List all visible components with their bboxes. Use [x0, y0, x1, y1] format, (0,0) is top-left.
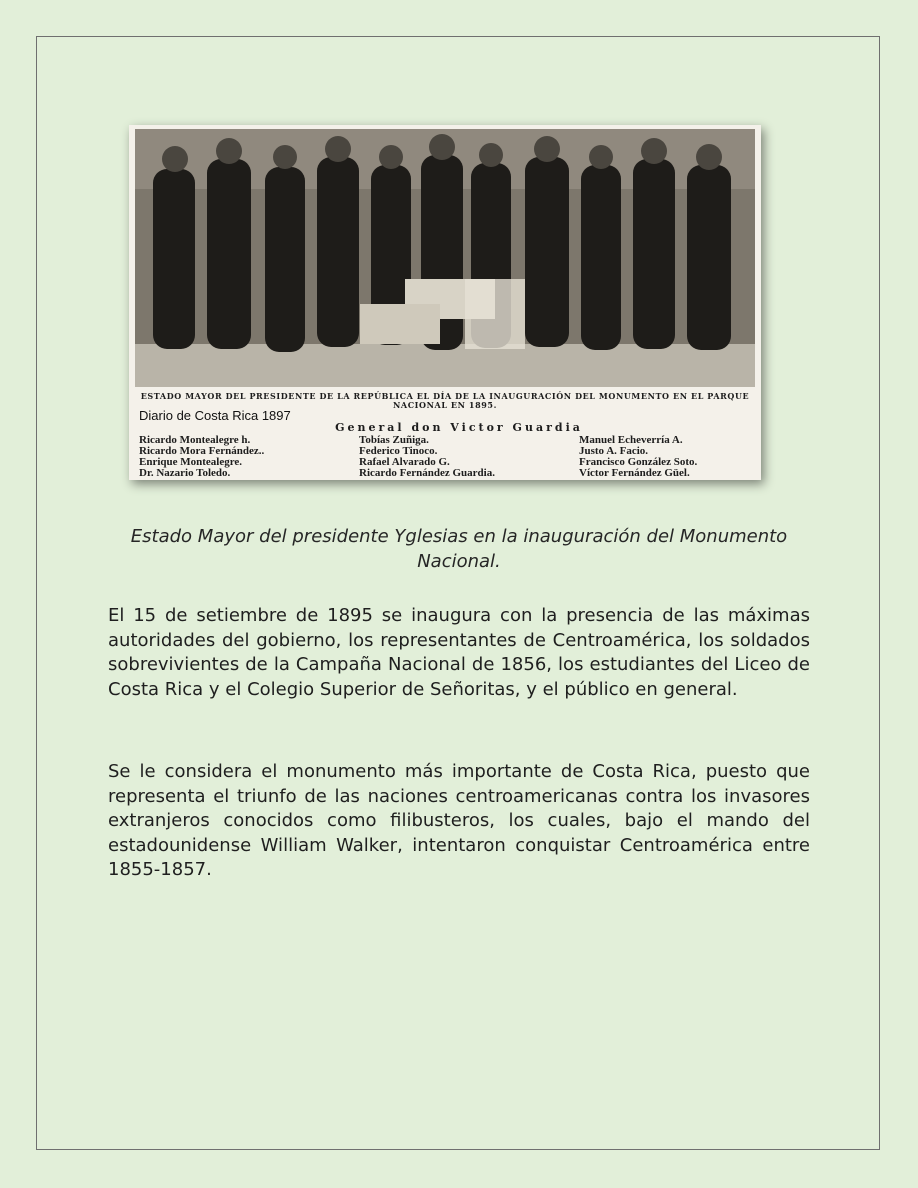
officer-name: Ricardo Fernández Guardia. [359, 467, 495, 479]
body-paragraph-2: Se le considera el monumento más importante de Costa Rica, puesto que representa el triunfo de las naciones centroamericanas contra los invasores extranjeros conocidos como filibusteros, los cuales, bajo el mando del estadounidense William Walker, intentaron conquistar Centroamérica entre 1855-1857. [108, 761, 810, 880]
officer-name: Víctor Fernández Güel. [579, 467, 690, 479]
officers-silhouettes [135, 129, 755, 387]
officer-name: Justo A. Facio. [579, 445, 649, 457]
photo-general-name: General don Victor Guardia [335, 421, 583, 434]
officer-name: Enrique Montealegre. [139, 456, 243, 468]
body-paragraph-1: El 15 de setiembre de 1895 se inaugura con la presencia de las máximas autoridades del gobierno, los representantes de Centroamérica, los soldados sobrevivientes de la Campaña Nacional de 1856, los estudiantes del Liceo de Costa Rica y el Colegio Superior de Señoritas, y el público en general. [108, 605, 810, 700]
officers-group-photo [135, 129, 755, 387]
officer-name: Manuel Echeverría A. [579, 434, 683, 446]
names-column-3 [579, 435, 697, 479]
names-column-1 [139, 435, 264, 479]
officer-name: Francisco González Soto. [579, 456, 698, 468]
photo-source-label: Diario de Costa Rica 1897 [139, 408, 291, 423]
officer-name: Rafael Alvarado G. [359, 456, 450, 468]
photo-header-caption: ESTADO MAYOR DEL PRESIDENTE DE LA REPÚBLICA EL DÍA DE LA INAUGURACIÓN DEL MONUMENTO EN EL PARQUE NACIONAL EN 1895. [140, 391, 750, 410]
officer-name: Federico Tinoco. [359, 445, 438, 457]
officer-name: Tobías Zuñiga. [359, 434, 429, 446]
historical-photo [129, 125, 761, 480]
names-column-2 [359, 435, 495, 479]
officer-name: Ricardo Montealegre h. [139, 434, 251, 446]
officer-name: Ricardo Mora Fernández.. [139, 445, 265, 457]
officer-name: Dr. Nazario Toledo. [139, 467, 231, 479]
photo-caption: Estado Mayor del presidente Yglesias en la inauguración del Monumento Nacional. [130, 526, 788, 572]
